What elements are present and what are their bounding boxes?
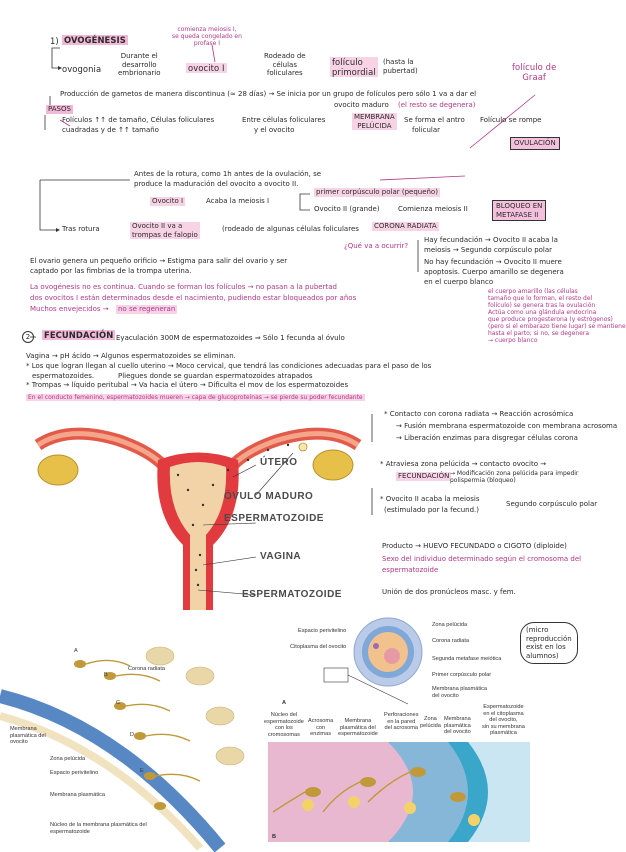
foliculo-primordial: folículo primordial — [332, 57, 376, 77]
corona-radiata: CORONA RADIATA — [374, 222, 437, 230]
cuerpo-amarillo-note: el cuerpo amarillo (las células tamaño que lo forman, el resto del folículo) se genera tras la ovulación Actúa como una glándula endocrina que produce progesterona (y estrógenos) (pero si el embarazo tiene lugar) se mantiene hasta el parto; si no, se degenera → cuerpo blanco — [488, 288, 626, 344]
forma-antro-1: Se forma el antro — [404, 116, 465, 124]
trompas-line: * Trompas → líquido peritubal → Va hacia el útero → Dificulta el mov de los espermatozoides — [26, 381, 349, 389]
union-pronucleos: Unión de dos pronúcleos masc. y fem. — [382, 588, 516, 596]
no-fecundacion-1: No hay fecundación → Ovocito II muere — [424, 258, 562, 266]
ovario-line-1: El ovario genera un pequeño orificio → Estigma para salir del ovario y ser — [30, 257, 288, 265]
membrana-pelucida: MEMBRANA PELÚCIDA — [354, 113, 395, 130]
contacto-corona: * Contacto con corona radiata → Reacción acrosómica — [384, 410, 574, 418]
fig-left-label-d: D — [130, 732, 135, 738]
section-title-fecundacion: FECUNDACIÓN — [44, 330, 114, 340]
fig-zona-pelucida: Zona pelúcida — [432, 622, 468, 628]
fig-esperm-citoplasma: Espermatozoide en el citoplasma del ovocito, sin su membrana plasmática — [482, 704, 525, 736]
uterus-illustration — [28, 405, 368, 615]
label-vagina: VAGINA — [260, 551, 302, 562]
uterus-diagram — [28, 405, 368, 615]
foliculo-rompe: Folículo se rompe — [480, 116, 542, 124]
fertilization-figure — [264, 612, 538, 848]
fig-left-label-b: B — [104, 672, 108, 678]
resto-degenera: (el resto se degenera) — [398, 101, 476, 109]
pink-fec-note: En el conducto femenino, espermatozoides mueren → capa de glucoproteínas → se pierde su poder fecundante — [28, 394, 363, 401]
entre-1: Entre células foliculares — [242, 116, 326, 124]
fig-perforaciones: Perforaciones en la pared del acrosoma — [384, 712, 419, 731]
comienza-meiosis: Comienza meiosis II — [398, 205, 468, 213]
rotura-line-1: Antes de la rotura, como 1h antes de la ovulación, se — [134, 170, 322, 178]
fig-citoplasma: Citoplasma del ovocito — [290, 644, 347, 650]
entre-2: y el ovocito — [254, 126, 295, 134]
fecundacion-label: FECUNDACIÓN — [398, 472, 450, 480]
fig-segunda-metafase: Segunda metafase meiótica — [432, 656, 502, 662]
fig-left-label-a: A — [74, 648, 78, 654]
micro-box: (micro reproducción exist en los alumnos) — [520, 622, 578, 664]
fig-left-zona: Zona pelúcida — [50, 756, 86, 762]
segundo-corpusculo: Segundo corpúsculo polar — [506, 500, 598, 508]
fig-membrana-esperm: Membrana plasmática del espermatozoide — [338, 718, 378, 737]
ovocito-i-label: ovocito I — [188, 63, 225, 73]
rodeado-corona: (rodeado de algunas células foliculares — [222, 225, 359, 233]
sexo-espermatozoide: espermatozoide — [382, 566, 439, 574]
no-fecundacion-2: apoptosis. Cuerpo amarillo se degenera — [424, 268, 564, 276]
sperm-penetration-figure — [0, 636, 260, 848]
producto-cigoto: Producto → HUEVO FECUNDADO o CIGOTO (diploide) — [382, 542, 567, 550]
note-meiosis: comienza meiosis I, se queda congelado en profase I — [172, 26, 242, 47]
fig-corona-radiata: Corona radiata — [432, 638, 470, 644]
fig-left-label-c: C — [116, 700, 121, 706]
fig-left-label-e: E — [140, 768, 144, 774]
fig-membrana-ovocito: Membrana plasmática del ovocito — [432, 686, 488, 699]
que-ocurrir: ¿Qué va a ocurrir? — [344, 242, 409, 250]
pliegues: Pliegues donde se guardan espermatozoides atrapados — [118, 372, 313, 380]
llegan-1: * Los que logran llegan al cuello uterino → Moco cervical, que tendrá las condiciones adecuadas para el paso de los — [26, 362, 432, 370]
eyaculacion: Eyaculación 300M de espermatozoides ⇒ Sólo 1 fecunda al óvulo — [116, 334, 345, 342]
pink-note-1: La ovogénesis no es continua. Cuando se forman los folículos → no pasan a la pubertad — [30, 283, 337, 291]
ovocito-ii-grande: Ovocito II (grande) — [314, 205, 380, 213]
bloqueo-metafase: BLOQUEO EN METAFASE II — [492, 200, 546, 221]
fig-zona-b: Zona pelúcida — [420, 716, 441, 729]
pasos-text-1: Folículos ↑↑ de tamaño, Células foliculares — [62, 116, 215, 124]
ovogonia-label: ovogonia — [62, 64, 102, 74]
pink-note-2: dos ovocitos I están determinados desde el nacimiento, pudiendo estar bloqueados por años — [30, 294, 357, 302]
llegan-2: espermatozoides. — [32, 372, 95, 380]
fusion-membrana: → Fusión membrana espermatozoide con membrana acrosoma — [396, 422, 618, 430]
fig-left-membrana: Membrana plasmática — [50, 792, 106, 798]
fig-nucleo-esperm: Núcleo del espermatozoide con los cromosomas — [264, 712, 304, 738]
ovario-line-2: captado por las fimbrias de la trompa uterina. — [30, 267, 192, 275]
fig-label-b: B — [272, 834, 277, 840]
vagina-ph: Vagina → pH ácido → Algunos espermatozoides se eliminan. — [26, 352, 236, 360]
fig-espacio-perivitelino: Espacio perivitelino — [298, 628, 347, 634]
pink-note-4: no se regeneran — [118, 305, 176, 313]
fig-left-membrana-ovocito: Membrana plasmática del ovocito — [10, 726, 46, 745]
label-ovulo-maduro: ÓVULO MADURO — [224, 491, 314, 502]
pink-note-3: Muchos envejecidos → — [30, 305, 109, 313]
ovocito-i-box: Ovocito I — [152, 197, 184, 205]
label-espermatozoide-1: ESPERMATOZOIDE — [224, 513, 324, 524]
liberacion-enzimas: → Liberación enzimas para disgregar células corona — [396, 434, 578, 442]
fig-left-espacio: Espacio perivitelino — [50, 770, 99, 776]
fig-label-a: A — [282, 700, 287, 706]
estimulado: (estimulado por la fecund.) — [384, 506, 479, 514]
produccion-text: Producción de gametos de manera discontinua (≈ 28 días) → Se inicia por un grupo de folículos pero sólo 1 va a dar el — [60, 90, 477, 98]
primer-corpusculo: primer corpúsculo polar (pequeño) — [316, 188, 438, 196]
ovocito-trompas: Ovocito II va a trompas de falopio — [132, 222, 198, 239]
fig-membrana-b: Membrana plasmática del ovocito — [444, 716, 471, 735]
ovocito-maduro: ovocito maduro — [334, 101, 389, 109]
section-title-ovogenesis: OVOGÉNESIS — [64, 35, 126, 45]
hasta-pubertad: (hasta la pubertad) — [383, 58, 418, 75]
label-utero: ÚTERO — [260, 457, 298, 468]
atraviesa-zona: * Atraviesa zona pelúcida → contacto ovocito → — [380, 460, 547, 468]
ovulacion-box: OVULACIÓN — [510, 137, 560, 150]
section-number: 1) — [50, 36, 59, 46]
label-espermatozoide-2: ESPERMATOZOIDE — [242, 589, 342, 600]
forma-antro-2: folicular — [412, 126, 441, 134]
tras-rotura: Tras rotura — [62, 225, 100, 233]
sexo-determinado: Sexo del individuo determinado según el cromosoma del — [382, 555, 582, 563]
fig-acrosoma: Acrosoma con enzimas — [308, 718, 334, 737]
no-fecundacion-3: en el cuerpo blanco — [424, 278, 494, 286]
acaba-meiosis: Acaba la meiosis I — [206, 197, 270, 205]
fig-primer-corpusculo: Primer corpúsculo polar — [432, 672, 492, 678]
fig-left-corona: Corona radiata — [128, 666, 166, 672]
fecundacion-2: meiosis → Segundo corpúsculo polar — [424, 246, 553, 254]
durante-label: Durante el desarrollo embrionario — [118, 52, 161, 77]
foliculo-graaf: folículo de Graaf — [512, 62, 557, 82]
fig-left-nucleo-membrana: Núcleo de la membrana plasmática del espermatozoide — [50, 822, 147, 835]
pasos-text-2: cuadradas y de ↑↑ tamaño — [62, 126, 159, 134]
rodeado-label: Rodeado de células foliculares — [264, 52, 306, 77]
modificacion-zona: → Modificación zona pelúcida para impedir polispermia (bloqueo) — [450, 470, 579, 484]
pasos-title: PASOS — [48, 105, 71, 113]
fecundacion-1: Hay fecundación → Ovocito II acaba la — [424, 236, 558, 244]
rotura-line-2: produce la maduración del ovocito a ovocito II. — [134, 180, 299, 188]
section-number-2: 2 — [22, 331, 34, 343]
ovocito-acaba: * Ovocito II acaba la meiosis — [380, 495, 480, 503]
